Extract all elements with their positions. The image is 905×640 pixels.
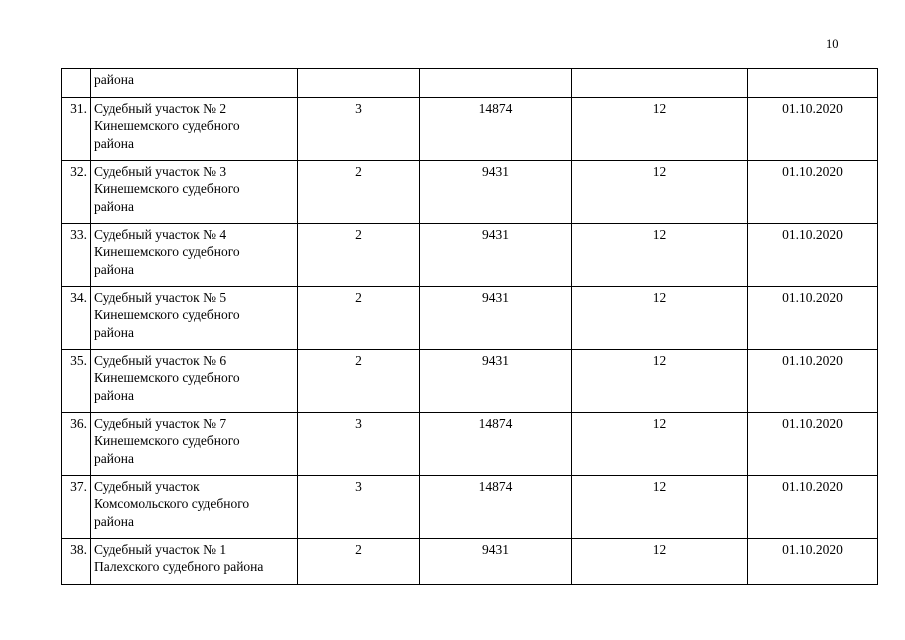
name-line: района (94, 450, 134, 466)
cell-number: 33. (62, 224, 91, 287)
cell-date: 01.10.2020 (748, 539, 878, 585)
cell-number: 36. (62, 413, 91, 476)
cell-date: 01.10.2020 (748, 98, 878, 161)
name-line: района (94, 72, 134, 87)
cell-col3: 2 (298, 224, 420, 287)
cell-name (91, 224, 298, 287)
name-line: района (94, 198, 134, 214)
cell-number: 37. (62, 476, 91, 539)
cell-col3: 2 (298, 287, 420, 350)
cell-col4: 14874 (420, 98, 572, 161)
cell-col5: 12 (572, 224, 748, 287)
name-line: Судебный участок № 2 (94, 101, 227, 116)
cell-col5: 12 (572, 161, 748, 224)
cell-col3: 3 (298, 476, 420, 539)
cell-col3: 3 (298, 413, 420, 476)
cell-name (91, 98, 298, 161)
name-line: Кинешемского судебного (94, 244, 240, 260)
cell-name (91, 413, 298, 476)
table-row (62, 476, 878, 539)
cell-number: 34. (62, 287, 91, 350)
cell-col5: 12 (572, 287, 748, 350)
cell-col5 (572, 69, 748, 98)
name-line: Судебный участок № 3 (94, 164, 227, 179)
cell-col5: 12 (572, 413, 748, 476)
cell-col4: 9431 (420, 350, 572, 413)
name-line: района (94, 261, 134, 277)
cell-number: 32. (62, 161, 91, 224)
cell-number (62, 69, 91, 98)
name-line: Кинешемского судебного (94, 370, 240, 386)
cell-name (91, 350, 298, 413)
table-row (62, 98, 878, 161)
cell-name (91, 161, 298, 224)
cell-col5: 12 (572, 98, 748, 161)
table-row (62, 539, 878, 585)
table-row (62, 161, 878, 224)
table-row (62, 287, 878, 350)
name-line: Палехского судебного района (94, 559, 264, 575)
name-line: Кинешемского судебного (94, 181, 240, 197)
cell-name (91, 476, 298, 539)
page-number: 10 (826, 37, 839, 51)
cell-col3: 3 (298, 98, 420, 161)
name-line: Кинешемского судебного (94, 118, 240, 134)
cell-col4: 9431 (420, 224, 572, 287)
cell-number: 38. (62, 539, 91, 585)
cell-col3 (298, 69, 420, 98)
cell-col4: 9431 (420, 287, 572, 350)
cell-col3: 2 (298, 350, 420, 413)
cell-col5: 12 (572, 539, 748, 585)
name-line: Кинешемского судебного (94, 307, 240, 323)
name-line: Кинешемского судебного (94, 433, 240, 449)
cell-name (91, 539, 298, 585)
cell-col4: 14874 (420, 476, 572, 539)
name-line: района (94, 513, 134, 529)
name-line: Судебный участок № 1 (94, 542, 227, 557)
cell-col4: 9431 (420, 161, 572, 224)
cell-col5: 12 (572, 350, 748, 413)
cell-date: 01.10.2020 (748, 161, 878, 224)
continuation-row (62, 69, 878, 98)
court-districts-table (61, 68, 878, 585)
cell-number: 31. (62, 98, 91, 161)
cell-date (748, 69, 878, 98)
name-line: района (94, 324, 134, 340)
cell-name (91, 287, 298, 350)
name-line: Судебный участок № 5 (94, 290, 227, 305)
cell-number: 35. (62, 350, 91, 413)
cell-col3: 2 (298, 539, 420, 585)
cell-col5: 12 (572, 476, 748, 539)
name-line: Судебный участок (94, 479, 200, 494)
name-line: Комсомольского судебного (94, 496, 250, 512)
cell-col4: 14874 (420, 413, 572, 476)
cell-name (91, 69, 298, 98)
table-row (62, 350, 878, 413)
cell-date: 01.10.2020 (748, 476, 878, 539)
cell-col3: 2 (298, 161, 420, 224)
table-row (62, 413, 878, 476)
cell-date: 01.10.2020 (748, 350, 878, 413)
cell-date: 01.10.2020 (748, 287, 878, 350)
name-line: Судебный участок № 6 (94, 353, 227, 368)
cell-date: 01.10.2020 (748, 413, 878, 476)
name-line: Судебный участок № 7 (94, 416, 227, 431)
name-line: района (94, 387, 134, 403)
table-row (62, 224, 878, 287)
cell-col4 (420, 69, 572, 98)
name-line: Судебный участок № 4 (94, 227, 227, 242)
name-line: района (94, 135, 134, 151)
cell-col4: 9431 (420, 539, 572, 585)
cell-date: 01.10.2020 (748, 224, 878, 287)
